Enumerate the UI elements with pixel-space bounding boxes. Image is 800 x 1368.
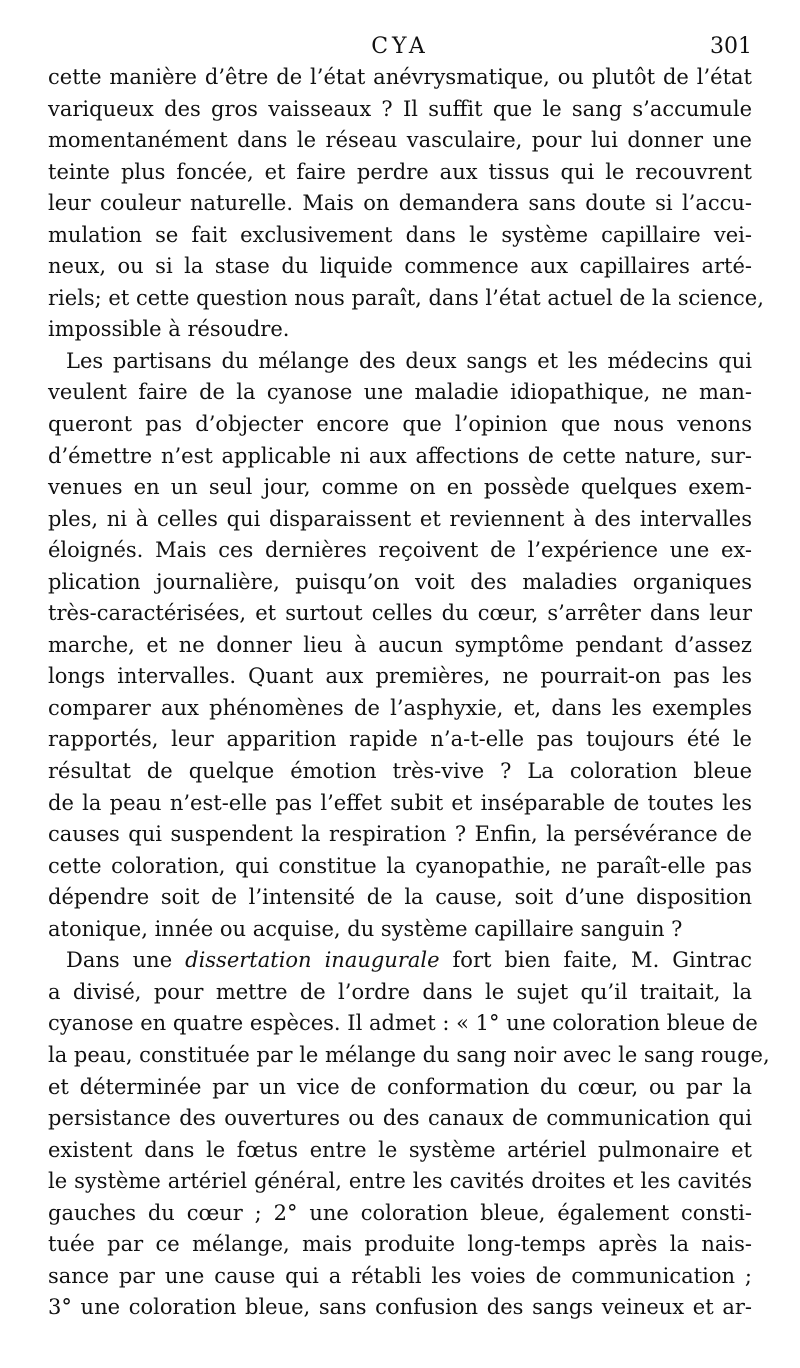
text-line: longs intervalles. Quant aux premières, ne pourrait-on pas les xyxy=(48,664,752,689)
text-line: marche, et ne donner lieu à aucun symptôme pendant d’assez xyxy=(48,632,752,657)
text-line: a divisé, pour mettre de l’ordre dans le sujet qu’il traitait, la xyxy=(48,979,752,1004)
text-line: très-caractérisées, et surtout celles du cœur, s’arrêter dans leur xyxy=(48,601,752,626)
text-line: la peau, constituée par le mélange du sang noir avec le sang rouge, xyxy=(48,1042,770,1067)
text-line: persistance des ouvertures ou des canaux de communication qui xyxy=(48,1106,752,1131)
text-line: impossible à résoudre. xyxy=(48,317,290,342)
text-line: veulent faire de la cyanose une maladie idiopathique, ne man- xyxy=(48,380,752,405)
text-line: rapportés, leur apparition rapide n’a-t-elle pas toujours été le xyxy=(48,727,752,752)
page-number: 301 xyxy=(710,34,752,59)
text-line: plication journalière, puisqu’on voit des maladies organiques xyxy=(48,569,752,594)
text-line: d’émettre n’est applicable ni aux affections de cette nature, sur- xyxy=(48,443,752,468)
text-line: Les partisans du mélange des deux sangs et les médecins qui xyxy=(66,348,752,373)
text-line: momentanément dans le réseau vasculaire, pour lui donner une xyxy=(48,128,752,153)
text-line: tuée par ce mélange, mais produite long-temps après la nais- xyxy=(48,1232,752,1257)
text-line: sance par une cause qui a rétabli les voies de communication ; xyxy=(48,1263,752,1288)
text-fragment: Dans une xyxy=(66,948,186,973)
text-line: ples, ni à celles qui disparaissent et reviennent à des intervalles xyxy=(48,506,752,531)
text-line: cette coloration, qui constitue la cyanopathie, ne paraît-elle pas xyxy=(48,853,752,878)
text-line-with-italic xyxy=(48,945,752,977)
text-line: gauches du cœur ; 2° une coloration bleue, également consti- xyxy=(48,1200,752,1225)
text-line: teinte plus foncée, et faire perdre aux tissus qui le recouvrent xyxy=(48,159,752,184)
text-line: atonique, innée ou acquise, du système capillaire sanguin ? xyxy=(48,916,683,941)
text-line: variqueux des gros vaisseaux ? Il suffit que le sang s’accumule xyxy=(48,96,752,121)
text-line: et déterminée par un vice de conformation du cœur, ou par la xyxy=(48,1074,752,1099)
text-line: existent dans le fœtus entre le système artériel pulmonaire et xyxy=(48,1137,752,1162)
text-line: cyanose en quatre espèces. Il admet : « 1° une coloration bleue de xyxy=(48,1011,758,1036)
text-fragment: fort bien faite, M. Gintrac xyxy=(439,948,753,973)
text-line: cette manière d’être de l’état anévrysmatique, ou plutôt de l’état xyxy=(48,65,752,89)
text-line: neux, ou si la stase du liquide commence aux capillaires arté- xyxy=(48,254,752,279)
text-line: venues en un seul jour, comme on en possède quelques exem- xyxy=(48,475,752,500)
text-line: queront pas d’objecter encore que l’opinion que nous venons xyxy=(48,412,752,437)
text-line: le système artériel général, entre les cavités droites et les cavités xyxy=(48,1169,752,1194)
running-head xyxy=(0,30,800,60)
text-line: leur couleur naturelle. Mais on demandera sans doute si l’accu- xyxy=(48,191,752,216)
text-line: résultat de quelque émotion très-vive ? La coloration bleue xyxy=(48,759,752,784)
text-line: mulation se fait exclusivement dans le système capillaire vei- xyxy=(48,222,752,247)
text-line: comparer aux phénomènes de l’asphyxie, et, dans les exemples xyxy=(48,695,752,720)
body-text xyxy=(48,62,770,1324)
text-line: riels; et cette question nous paraît, dans l’état actuel de la science, xyxy=(48,285,764,310)
text-line: de la peau n’est-elle pas l’effet subit et inséparable de toutes les xyxy=(48,790,752,815)
text-line: causes qui suspendent la respiration ? Enfin, la persévérance de xyxy=(48,822,752,847)
text-line: 3° une coloration bleue, sans confusion des sangs veineux et ar- xyxy=(48,1295,752,1320)
running-title: CYA xyxy=(371,34,429,59)
text-line: éloignés. Mais ces dernières reçoivent de l’expérience une ex- xyxy=(48,538,752,563)
text-line: dépendre soit de l’intensité de la cause, soit d’une disposition xyxy=(48,885,752,910)
italic-title: dissertation inaugurale xyxy=(185,948,440,973)
